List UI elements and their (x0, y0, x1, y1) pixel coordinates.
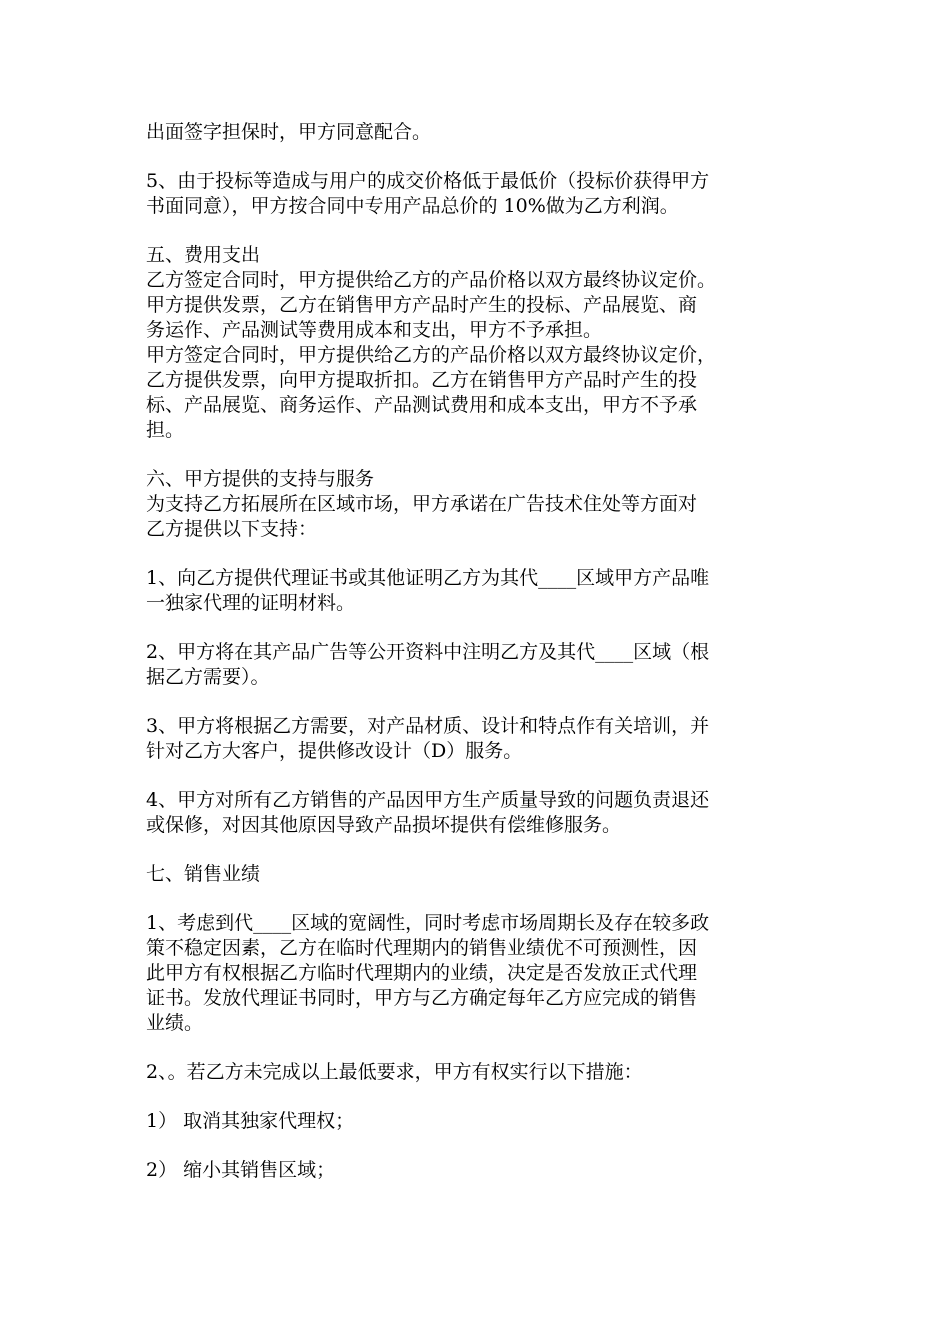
paragraph-gap (146, 887, 810, 911)
text-line: 书面同意），甲方按合同中专用产品总价的 10%做为乙方利润。 (146, 195, 679, 217)
text-line: 1） 取消其独家代理权； (146, 1110, 355, 1132)
document-body (146, 120, 810, 1183)
paragraph (146, 714, 810, 764)
text-line: 据乙方需要）。 (146, 666, 270, 688)
text-line: 证书。发放代理证书同时，甲方与乙方确定每年乙方应完成的销售 (146, 987, 698, 1009)
text-line: 5、由于投标等造成与用户的成交价格低于最低价（投标价获得甲方 (146, 170, 710, 192)
text-line: 1、考虑到代____区域的宽阔性，同时考虑市场周期长及存在较多政 (146, 912, 710, 934)
text-line: 乙方提供以下支持： (146, 518, 318, 540)
paragraph (146, 169, 810, 219)
paragraph (146, 640, 810, 690)
paragraph-gap (146, 690, 810, 714)
list-item (146, 1158, 810, 1183)
text-line: 甲方提供发票，乙方在销售甲方产品时产生的投标、产品展览、商 (146, 294, 698, 316)
text-line: 或保修，对因其他原因导致产品损坏提供有偿维修服务。 (146, 814, 622, 836)
text-line: 针对乙方大客户，提供修改设计（D）服务。 (146, 740, 523, 762)
paragraph-gap (146, 145, 810, 169)
text-line: 1、向乙方提供代理证书或其他证明乙方为其代____区域甲方产品唯 (146, 567, 710, 589)
text-line: 标、产品展览、商务运作、产品测试费用和成本支出，甲方不予承 (146, 394, 698, 416)
paragraph-gap (146, 219, 810, 243)
section-heading: 六、甲方提供的支持与服务 (146, 468, 375, 490)
section-heading: 五、费用支出 (146, 244, 261, 266)
paragraph (146, 120, 810, 145)
text-line: 业绩。 (146, 1012, 204, 1034)
paragraph-gap (146, 838, 810, 862)
paragraph (146, 911, 810, 1036)
text-line: 3、甲方将根据乙方需要，对产品材质、设计和特点作有关培训，并 (146, 715, 710, 737)
paragraph-gap (146, 1085, 810, 1109)
paragraph (146, 566, 810, 616)
text-line: 一独家代理的证明材料。 (146, 592, 356, 614)
paragraph-gap (146, 616, 810, 640)
paragraph-gap (146, 1134, 810, 1158)
paragraph-gap (146, 443, 810, 467)
text-line: 此甲方有权根据乙方临时代理期内的业绩，决定是否发放正式代理 (146, 962, 698, 984)
section-sales (146, 862, 810, 887)
text-line: 出面签字担保时，甲方同意配合。 (146, 121, 432, 143)
paragraph-gap (146, 542, 810, 566)
text-line: 2、甲方将在其产品广告等公开资料中注明乙方及其代____区域（根 (146, 641, 710, 663)
paragraph (146, 788, 810, 838)
text-line: 务运作、产品测试等费用成本和支出，甲方不予承担。 (146, 319, 603, 341)
text-line: 策不稳定因素，乙方在临时代理期内的销售业绩优不可预测性，因 (146, 937, 698, 959)
text-line: 乙方签定合同时，甲方提供给乙方的产品价格以双方最终协议定价。 (146, 269, 717, 291)
section-fees (146, 243, 810, 443)
text-line: 4、甲方对所有乙方销售的产品因甲方生产质量导致的问题负责退还 (146, 789, 710, 811)
section-support (146, 467, 810, 542)
paragraph-gap (146, 764, 810, 788)
text-line: 担。 (146, 419, 185, 441)
text-line: 2） 缩小其销售区域； (146, 1159, 336, 1181)
paragraph (146, 1060, 810, 1085)
text-line: 乙方提供发票，向甲方提取折扣。乙方在销售甲方产品时产生的投 (146, 369, 698, 391)
section-heading: 七、销售业绩 (146, 863, 261, 885)
list-item (146, 1109, 810, 1134)
text-line: 甲方签定合同时，甲方提供给乙方的产品价格以双方最终协议定价， (146, 344, 717, 366)
text-line: 为支持乙方拓展所在区域市场，甲方承诺在广告技术住处等方面对 (146, 493, 698, 515)
paragraph-gap (146, 1036, 810, 1060)
text-line: 2、。若乙方未完成以上最低要求，甲方有权实行以下措施： (146, 1061, 643, 1083)
